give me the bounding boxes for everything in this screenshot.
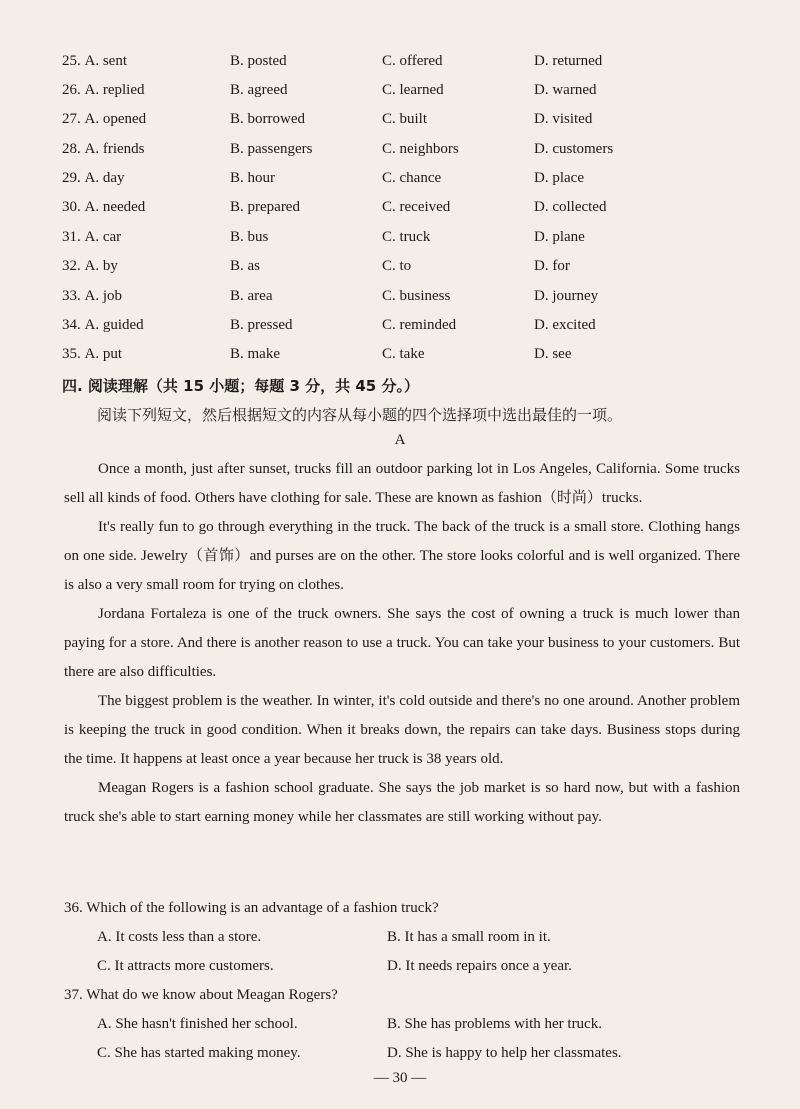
option-d: D. excited — [534, 317, 596, 333]
option-c: C. reminded — [382, 317, 457, 333]
option-d: D. see — [534, 346, 572, 362]
option-c: C. learned — [382, 82, 444, 98]
question-number: 35. — [62, 346, 81, 362]
option-c: C. offered — [382, 53, 443, 69]
question-stem: 37. What do we know about Meagan Rogers? — [64, 987, 338, 1003]
passage-body — [64, 455, 740, 832]
paragraph: The biggest problem is the weather. In winter, it's cold outside and there's no one around. Another problem is keeping the truck in good condition. When it breaks down, the repairs can take days. Business stops during the time. It happens at least once a year because her truck is 38 years old. — [64, 693, 740, 767]
option-a — [62, 111, 146, 128]
answer-option-d[interactable]: D. She is happy to help her classmates. — [387, 1045, 622, 1061]
section-instruction: 阅读下列短文，然后根据短文的内容从每小题的四个选择项中选出最佳的一项。 — [97, 406, 623, 424]
question-number: 34. — [62, 317, 81, 333]
option-d: D. customers — [534, 141, 614, 157]
option-a-text: A. needed — [84, 199, 146, 215]
option-c: C. built — [382, 111, 428, 127]
cloze-option-row — [62, 199, 782, 228]
answer-option-b[interactable]: B. She has problems with her truck. — [387, 1016, 602, 1032]
cloze-option-row — [62, 82, 782, 111]
option-b: B. area — [230, 288, 273, 304]
cloze-option-row — [62, 170, 782, 199]
question-number: 26. — [62, 82, 81, 98]
option-a — [62, 317, 144, 334]
option-b: B. agreed — [230, 82, 288, 98]
answer-option-a[interactable]: A. It costs less than a store. — [97, 929, 262, 945]
option-a-text: A. car — [84, 229, 122, 245]
option-c: C. business — [382, 288, 451, 304]
question-number: 30. — [62, 199, 81, 215]
cloze-option-row — [62, 53, 782, 82]
answer-option-c[interactable]: C. She has started making money. — [97, 1045, 301, 1061]
option-d: D. place — [534, 170, 584, 186]
option-c: C. chance — [382, 170, 442, 186]
answer-option-b[interactable]: B. It has a small room in it. — [387, 929, 551, 945]
cloze-option-row — [62, 258, 782, 287]
answer-option-d[interactable]: D. It needs repairs once a year. — [387, 958, 572, 974]
cloze-option-row — [62, 229, 782, 258]
option-b: B. posted — [230, 53, 287, 69]
option-d: D. warned — [534, 82, 597, 98]
option-a — [62, 346, 122, 363]
cloze-option-row — [62, 317, 782, 346]
question-number: 25. — [62, 53, 81, 69]
option-d: D. collected — [534, 199, 607, 215]
option-c: C. to — [382, 258, 412, 274]
option-a-text: A. opened — [84, 111, 147, 127]
option-a — [62, 141, 145, 158]
paragraph: It's really fun to go through everything in the truck. The back of the truck is a small store. Clothing hangs on one side. Jewelry（首饰）and purses are on the other. The store looks colorful and is well organized. There is also a very small room for trying on clothes. — [64, 519, 740, 593]
paragraph: Jordana Fortaleza is one of the truck owners. She says the cost of owning a truck is much lower than paying for a store. And there is another reason to use a truck. You can take your business to your customers. But there are also difficulties. — [64, 606, 740, 680]
option-b: B. make — [230, 346, 280, 362]
answer-option-c[interactable]: C. It attracts more customers. — [97, 958, 274, 974]
option-a-text: A. by — [84, 258, 118, 274]
option-b: B. hour — [230, 170, 275, 186]
option-a — [62, 288, 122, 305]
option-b: B. passengers — [230, 141, 313, 157]
question-number: 31. — [62, 229, 81, 245]
passage-label: A — [394, 432, 406, 448]
option-a-text: A. job — [84, 288, 122, 304]
cloze-option-row — [62, 141, 782, 170]
option-c: C. received — [382, 199, 451, 215]
option-c: C. neighbors — [382, 141, 459, 157]
option-a — [62, 199, 145, 216]
option-b: B. as — [230, 258, 260, 274]
cloze-option-row — [62, 111, 782, 140]
option-d: D. for — [534, 258, 570, 274]
option-b: B. pressed — [230, 317, 293, 333]
question-number: 28. — [62, 141, 81, 157]
answer-option-a[interactable]: A. She hasn't finished her school. — [97, 1016, 298, 1032]
question-number: 27. — [62, 111, 81, 127]
option-a — [62, 53, 127, 70]
option-c: C. take — [382, 346, 425, 362]
option-b: B. prepared — [230, 199, 300, 215]
option-a-text: A. guided — [84, 317, 144, 333]
option-d: D. plane — [534, 229, 585, 245]
option-a — [62, 170, 125, 187]
cloze-option-row — [62, 288, 782, 317]
cloze-option-row — [62, 346, 782, 375]
option-d: D. journey — [534, 288, 599, 304]
option-a — [62, 229, 121, 246]
option-a-text: A. friends — [84, 141, 145, 157]
question-number: 32. — [62, 258, 81, 274]
page-number: — 30 — — [373, 1070, 427, 1086]
option-b: B. borrowed — [230, 111, 305, 127]
paragraph: Meagan Rogers is a fashion school graduate. She says the job market is so hard now, but with a fashion truck she's able to start earning money while her classmates are still working without pay. — [64, 780, 740, 825]
option-a — [62, 258, 118, 275]
question-number: 33. — [62, 288, 81, 304]
option-a-text: A. replied — [84, 82, 145, 98]
option-a-text: A. day — [84, 170, 125, 186]
option-a-text: A. put — [84, 346, 122, 362]
option-d: D. returned — [534, 53, 603, 69]
question-stem: 36. Which of the following is an advantage of a fashion truck? — [64, 900, 439, 916]
question-number: 29. — [62, 170, 81, 186]
section-heading: 四. 阅读理解（共 15 小题；每题 3 分，共 45 分。） — [62, 377, 419, 395]
option-c: C. truck — [382, 229, 431, 245]
option-a-text: A. sent — [84, 53, 127, 69]
paragraph: Once a month, just after sunset, trucks fill an outdoor parking lot in Los Angeles, California. Some trucks sell all kinds of food. Others have clothing for sale. These are known as fashion（时尚）trucks. — [64, 461, 740, 506]
option-b: B. bus — [230, 229, 269, 245]
option-a — [62, 82, 144, 99]
option-d: D. visited — [534, 111, 593, 127]
